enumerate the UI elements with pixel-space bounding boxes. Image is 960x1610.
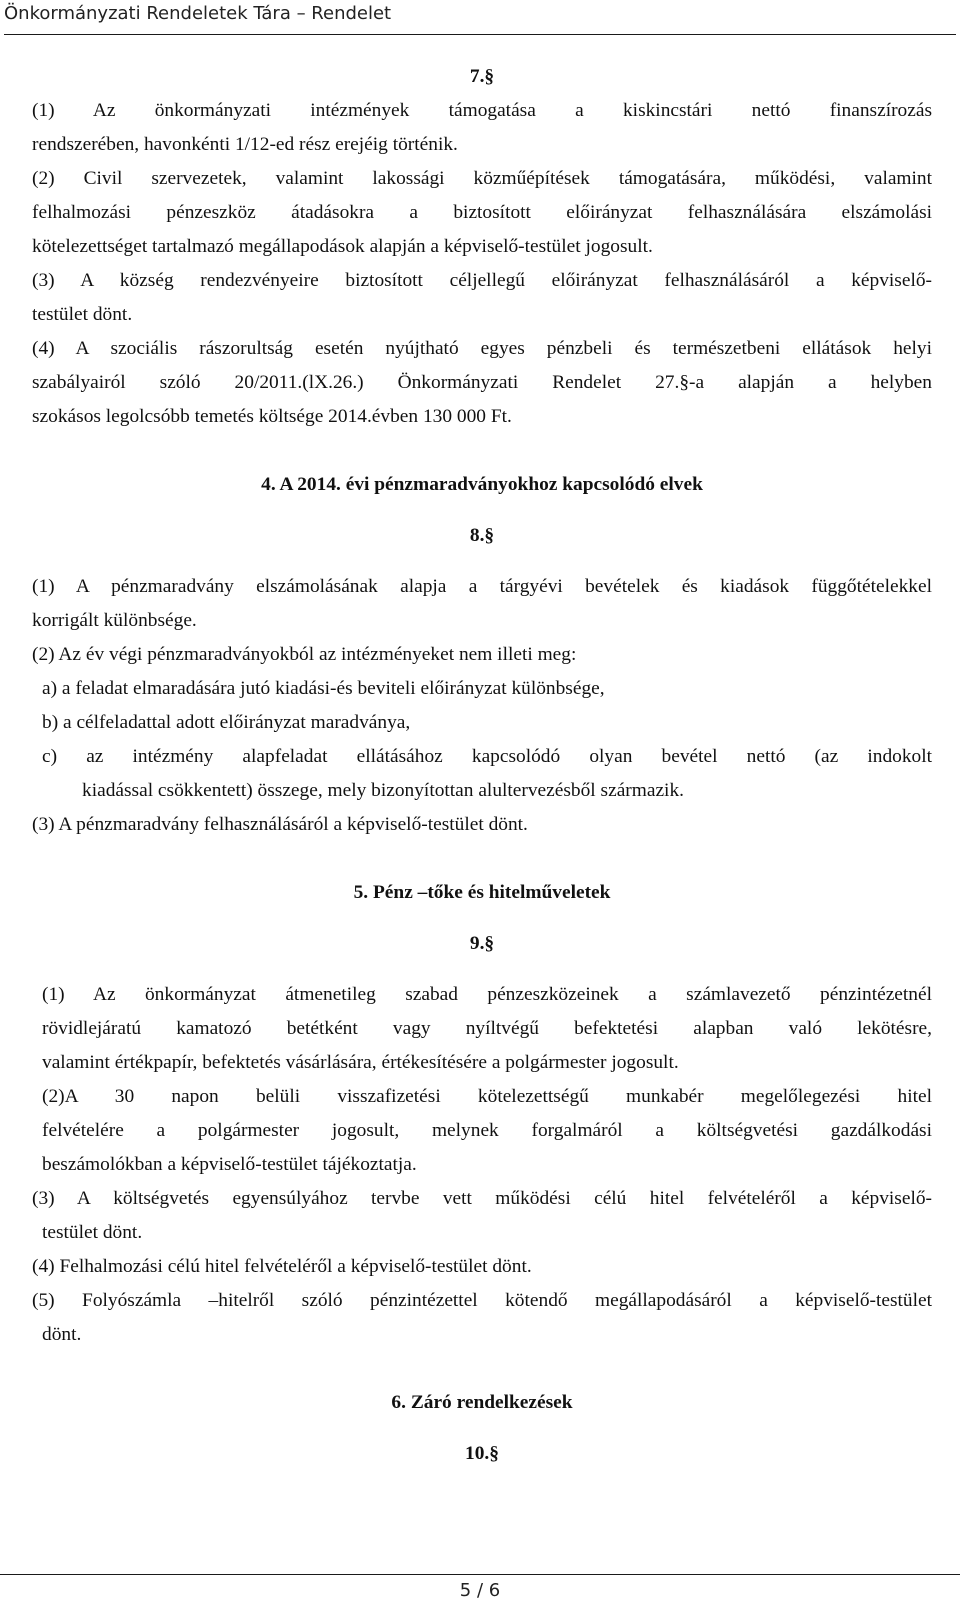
chapter-4-title: 4. A 2014. évi pénzmaradványokhoz kapcsolódó elvek (261, 474, 703, 495)
sec7-para4-line3: szokásos legolcsóbb temetés költsége 2014.évben 130 000 Ft. (32, 406, 512, 427)
spacer (32, 1420, 932, 1437)
sec9-para2-line1: (2)A 30 napon belüli visszafizetési kötelezettségű munkabér megelőlegezési hitel (42, 1086, 932, 1107)
sec9-para5-line1: (5) Folyószámla –hitelről szóló pénzintézettel kötendő megállapodásáról a képviselő-testület (32, 1290, 932, 1311)
sec8-item-b: b) a célfeladattal adott előirányzat maradványa, (42, 712, 411, 733)
sec9-para5-line2: dönt. (42, 1324, 82, 1345)
sec9-para1-line2: rövidlejáratú kamatozó betétként vagy nyíltvégű befektetési alapban való lekötésre, (42, 1018, 932, 1039)
section-7-heading: 7.§ (469, 66, 495, 87)
sec9-para3-line1: (3) A költségvetés egyensúlyához tervbe vett működési célú hitel felvételéről a képviselő- (32, 1188, 932, 1209)
sec8-para3: (3) A pénzmaradvány felhasználásáról a képviselő-testület dönt. (32, 814, 528, 835)
spacer (32, 553, 932, 570)
sec8-item-c-line2: kiadással csökkentett) összege, mely bizonyítottan alultervezésből származik. (82, 780, 684, 801)
sec8-para1-line1: (1) A pénzmaradvány elszámolásának alapja a tárgyévi bevételek és kiadások függőtételekkel (32, 576, 932, 597)
page-footer (0, 1574, 960, 1610)
header-title: Önkormányzati Rendeletek Tára – Rendelet (4, 3, 392, 24)
spacer (32, 434, 932, 468)
sec8-para1-line2: korrigált különbsége. (32, 610, 197, 631)
sec8-list (32, 672, 932, 774)
sec7-para3-line2: testület dönt. (32, 304, 133, 325)
spacer (32, 961, 932, 978)
chapter-6-title: 6. Záró rendelkezések (391, 1392, 573, 1413)
sec7-para2-line1: (2) Civil szervezetek, valamint lakossági közműépítések támogatására, működési, valamint (32, 168, 932, 189)
sec9-para4: (4) Felhalmozási célú hitel felvételéről a képviselő-testület dönt. (32, 1256, 532, 1277)
sec7-para4-line2: szabályairól szóló 20/2011.(lX.26.) Önkormányzati Rendelet 27.§-a alapján a helyben (32, 372, 932, 393)
spacer (32, 842, 932, 876)
sec9-para1-block (32, 978, 932, 1182)
spacer (32, 1352, 932, 1386)
chapter-5-title: 5. Pénz –tőke és hitelműveletek (353, 882, 611, 903)
document-body (32, 60, 932, 1471)
sec7-para4-line1: (4) A szociális rászorultság esetén nyújtható egyes pénzbeli és természetbeni ellátások helyi (32, 338, 932, 359)
sec9-para1-line1: (1) Az önkormányzat átmenetileg szabad pénzeszközeinek a számlavezető pénzintézetnél (42, 984, 932, 1005)
sec7-para2-line2: felhalmozási pénzeszköz átadásokra a biztosított előirányzat felhasználására elszámolási (32, 202, 932, 223)
sec9-para1-line3: valamint értékpapír, befektetés vásárlására, értékesítésére a polgármester jogosult. (42, 1052, 679, 1073)
document-header (4, 0, 956, 35)
sec9-para2-line3: beszámolókban a képviselő-testület tájékoztatja. (42, 1154, 417, 1175)
sec9-para3-line2: testület dönt. (42, 1222, 143, 1243)
section-9-heading: 9.§ (469, 933, 495, 954)
spacer (32, 910, 932, 927)
sec7-para2-line3: kötelezettséget tartalmazó megállapodások alapján a képviselő-testület jogosult. (32, 236, 653, 257)
sec8-item-a: a) a feladat elmaradására jutó kiadási-és beviteli előirányzat különbsége, (42, 678, 605, 699)
sec7-para3-line1: (3) A község rendezvényeire biztosított céljellegű előirányzat felhasználásáról a képviselő- (32, 270, 932, 291)
sec9-para2-line2: felvételére a polgármester jogosult, melynek forgalmáról a költségvetési gazdálkodási (42, 1120, 932, 1141)
sec7-para1-line2: rendszerében, havonkénti 1/12-ed rész erejéig történik. (32, 134, 458, 155)
sec8-para2: (2) Az év végi pénzmaradványokból az intézményeket nem illeti meg: (32, 644, 577, 665)
sec7-para1-line1: (1) Az önkormányzati intézmények támogatása a kiskincstári nettó finanszírozás (32, 100, 932, 121)
page-number: 5 / 6 (459, 1580, 501, 1601)
section-10-heading: 10.§ (465, 1443, 499, 1464)
section-8-heading: 8.§ (469, 525, 495, 546)
sec8-item-c-line1: c) az intézmény alapfeladat ellátásához kapcsolódó olyan bevétel nettó (az indokolt (42, 746, 932, 767)
spacer (32, 502, 932, 519)
